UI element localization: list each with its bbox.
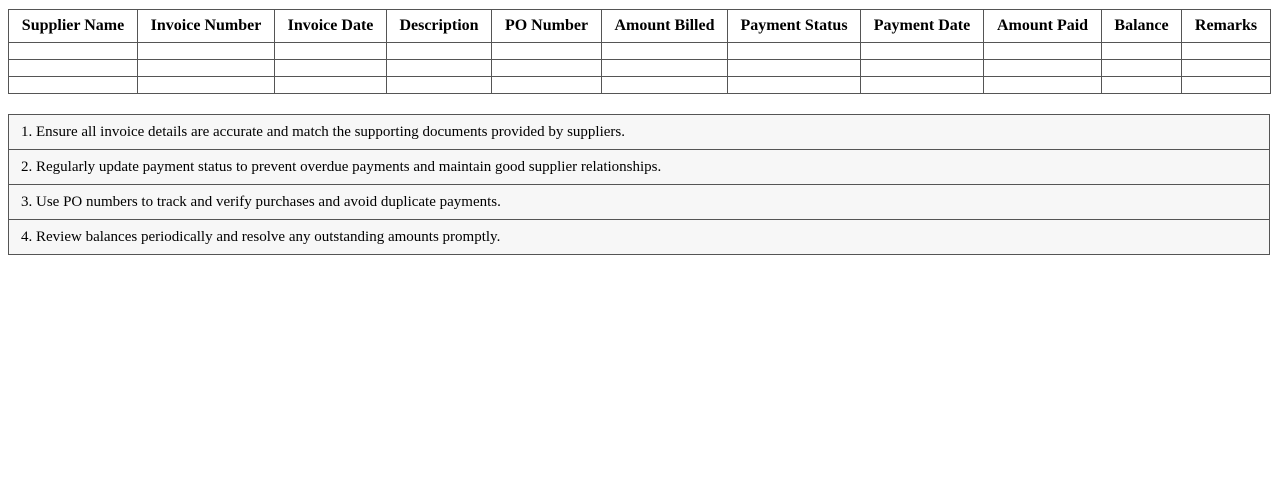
table-cell[interactable]: [1102, 60, 1182, 77]
instruction-item: 3. Use PO numbers to track and verify purchases and avoid duplicate payments.: [9, 185, 1269, 220]
header-payment-status: Payment Status: [728, 10, 861, 43]
invoice-tracking-table: [8, 9, 1271, 94]
table-cell[interactable]: [9, 43, 138, 60]
table-cell[interactable]: [1182, 77, 1271, 94]
table-cell[interactable]: [9, 60, 138, 77]
table-cell[interactable]: [1102, 77, 1182, 94]
table-cell[interactable]: [728, 43, 861, 60]
table-cell[interactable]: [602, 77, 728, 94]
table-row: [9, 43, 1271, 60]
table-cell[interactable]: [861, 60, 984, 77]
header-amount-billed: Amount Billed: [602, 10, 728, 43]
header-po-number: PO Number: [492, 10, 602, 43]
table-cell[interactable]: [387, 77, 492, 94]
table-header-row: [9, 10, 1271, 43]
page-content: [8, 9, 1270, 255]
table-cell[interactable]: [492, 60, 602, 77]
table-cell[interactable]: [1102, 43, 1182, 60]
table-cell[interactable]: [861, 77, 984, 94]
instruction-item: 1. Ensure all invoice details are accurate and match the supporting documents provided by suppliers.: [9, 115, 1269, 150]
instruction-item: 4. Review balances periodically and resolve any outstanding amounts promptly.: [9, 220, 1269, 254]
table-cell[interactable]: [387, 43, 492, 60]
table-row: [9, 77, 1271, 94]
table-cell[interactable]: [138, 60, 275, 77]
table-cell[interactable]: [861, 43, 984, 60]
table-cell[interactable]: [984, 43, 1102, 60]
header-supplier-name: Supplier Name: [9, 10, 138, 43]
table-cell[interactable]: [9, 77, 138, 94]
header-description: Description: [387, 10, 492, 43]
table-cell[interactable]: [728, 60, 861, 77]
table-cell[interactable]: [275, 60, 387, 77]
header-balance: Balance: [1102, 10, 1182, 43]
header-remarks: Remarks: [1182, 10, 1271, 43]
table-cell[interactable]: [602, 60, 728, 77]
table-cell[interactable]: [728, 77, 861, 94]
table-cell[interactable]: [275, 43, 387, 60]
header-amount-paid: Amount Paid: [984, 10, 1102, 43]
table-cell[interactable]: [387, 60, 492, 77]
table-cell[interactable]: [138, 43, 275, 60]
table-cell[interactable]: [1182, 60, 1271, 77]
header-invoice-date: Invoice Date: [275, 10, 387, 43]
header-payment-date: Payment Date: [861, 10, 984, 43]
table-row: [9, 60, 1271, 77]
table-cell[interactable]: [984, 60, 1102, 77]
instructions-list: [8, 114, 1270, 255]
instruction-item: 2. Regularly update payment status to prevent overdue payments and maintain good supplier relationships.: [9, 150, 1269, 185]
table-cell[interactable]: [492, 43, 602, 60]
table-cell[interactable]: [275, 77, 387, 94]
table-cell[interactable]: [492, 77, 602, 94]
table-cell[interactable]: [602, 43, 728, 60]
header-invoice-number: Invoice Number: [138, 10, 275, 43]
table-cell[interactable]: [138, 77, 275, 94]
table-cell[interactable]: [984, 77, 1102, 94]
table-cell[interactable]: [1182, 43, 1271, 60]
